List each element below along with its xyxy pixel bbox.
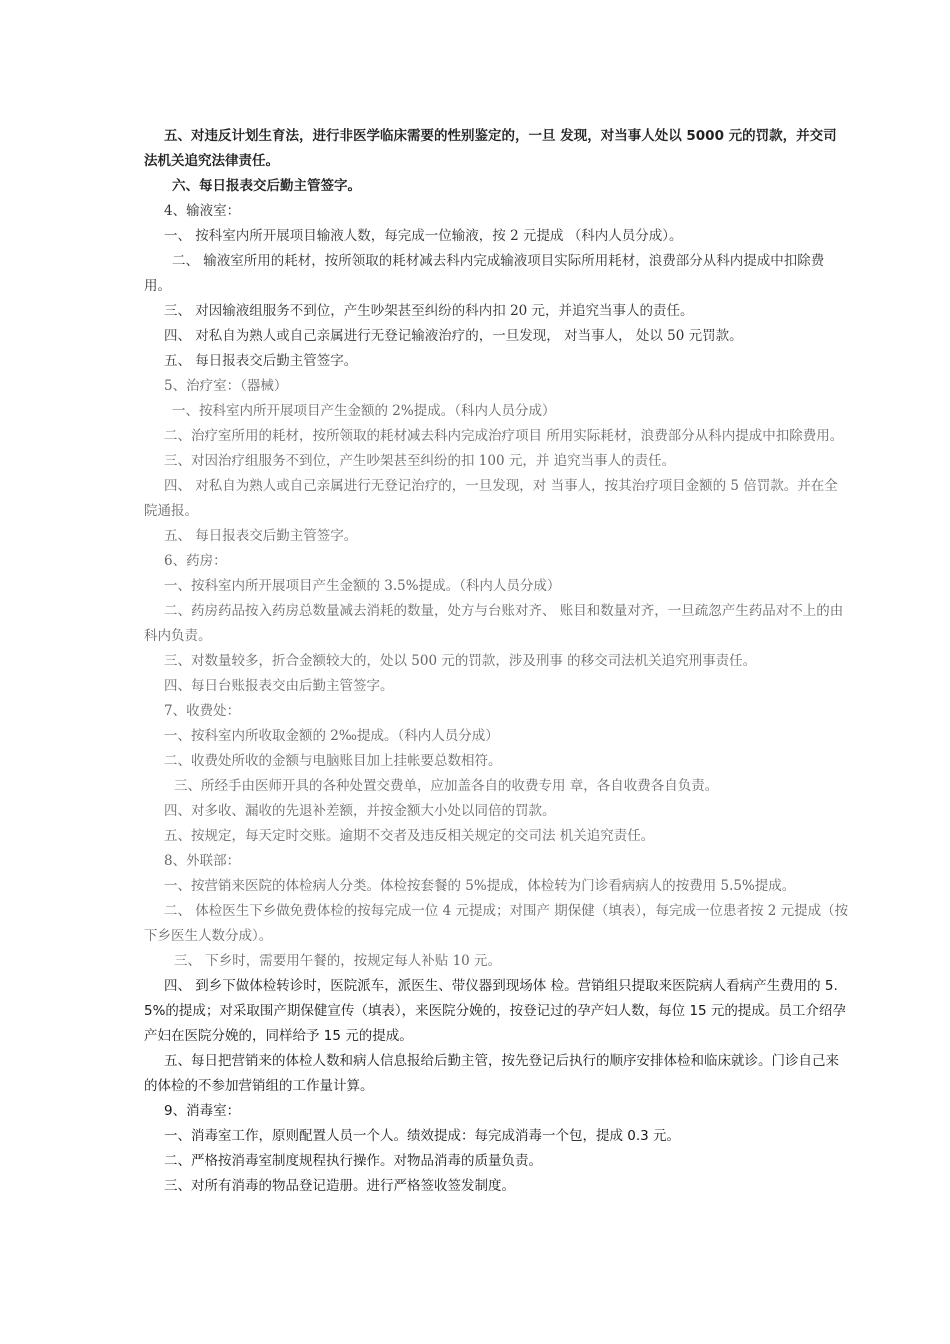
paragraph: 五、 每日报表交后勤主管签字。 (164, 528, 358, 544)
paragraph: 二、 体检医生下乡做免费体检的按每完成一位 4 元提成；对围产 期保健（填表），每完成一位患者按 2 元提成（按下乡医生人数分成）。 (144, 903, 849, 944)
paragraph: 一、按营销来医院的体检病人分类。体检按套餐的 5%提成，体检转为门诊看病病人的按费用 5.5%提成。 (164, 878, 796, 894)
section-heading-outreach: 8、外联部： (164, 853, 241, 869)
paragraph: 三、 对因输液组服务不到位，产生吵架甚至纠纷的科内扣 20 元，并追究当事人的责任。 (164, 303, 694, 319)
section-heading-treatment-room: 5、治疗室：（器械） (164, 378, 288, 394)
paragraph: 一、按科室内所开展项目产生金额的 3.5%提成。（科内人员分成） (164, 578, 561, 594)
paragraph: 五、按规定，每天定时交账。逾期不交者及违反相关规定的交司法 机关追究责任。 (164, 828, 655, 844)
paragraph: 三、对数量较多，折合金额较大的，处以 500 元的罚款，涉及刑事 的移交司法机关追究刑事责任。 (164, 653, 757, 669)
section-heading-pharmacy: 6、药房： (164, 553, 227, 569)
paragraph: 三、对因治疗组服务不到位，产生吵架甚至纠纷的扣 100 元，并 追究当事人的责任。 (164, 453, 676, 469)
paragraph: 四、每日台账报表交由后勤主管签字。 (164, 678, 394, 694)
section-heading-cashier: 7、收费处： (164, 703, 241, 719)
paragraph: 六、每日报表交后勤主管签字。 (172, 178, 361, 194)
paragraph: 五、每日把营销来的体检人数和病人信息报给后勤主管，按先登记后执行的顺序安排体检和临床就诊。门诊自己来的体检的不参加营销组的工作量计算。 (144, 1053, 839, 1094)
paragraph: 一、按科室内所开展项目产生金额的 2%提成。（科内人员分成） (172, 403, 556, 419)
document-body (144, 124, 850, 1199)
section-heading-disinfection-room: 9、消毒室： (164, 1103, 241, 1119)
paragraph: 二、严格按消毒室制度规程执行操作。对物品消毒的质量负责。 (164, 1153, 542, 1169)
paragraph: 一、按科室内所收取金额的 2‰提成。（科内人员分成） (164, 728, 499, 744)
paragraph: 三、 下乡时，需要用午餐的，按规定每人补贴 10 元。 (174, 953, 502, 969)
paragraph: 三、对所有消毒的物品登记造册。进行严格签收签发制度。 (164, 1178, 515, 1194)
paragraph: 四、 对私自为熟人或自己亲属进行无登记治疗的，一旦发现，对 当事人，按其治疗项目金额的 5 倍罚款。并在全院通报。 (144, 478, 838, 519)
paragraph: 五、 每日报表交后勤主管签字。 (164, 353, 358, 369)
paragraph: 二、药房药品按入药房总数量减去消耗的数量，处方与台账对齐、 账目和数量对齐，一旦疏忽产生药品对不上的由科内负责。 (144, 603, 844, 644)
paragraph: 四、对多收、漏收的先退补差额，并按金额大小处以同倍的罚款。 (164, 803, 556, 819)
paragraph: 二、 输液室所用的耗材，按所领取的耗材减去科内完成输液项目实际所用耗材，浪费部分从科内提成中扣除费用。 (144, 253, 825, 294)
paragraph: 一、消毒室工作，原则配置人员一个人。绩效提成：每完成消毒一个包，提成 0.3 元。 (164, 1128, 681, 1144)
paragraph: 五、对违反计划生育法，进行非医学临床需要的性别鉴定的，一旦 发现，对当事人处以 5000 元的罚款，并交司法机关追究法律责任。 (144, 128, 837, 169)
paragraph: 四、 对私自为熟人或自己亲属进行无登记输液治疗的，一旦发现， 对当事人， 处以 50 元罚款。 (164, 328, 743, 344)
paragraph: 二、治疗室所用的耗材，按所领取的耗材减去科内完成治疗项目 所用实际耗材，浪费部分从科内提成中扣除费用。 (164, 428, 844, 444)
paragraph: 一、 按科室内所开展项目输液人数，每完成一位输液，按 2 元提成 （科内人员分成）。 (164, 228, 683, 244)
paragraph: 二、收费处所收的金额与电脑账目加上挂帐要总数相符。 (164, 753, 502, 769)
section-heading-infusion-room: 4、输液室： (164, 203, 241, 219)
paragraph: 三、所经手由医师开具的各种处置交费单，应加盖各自的收费专用 章，各自收费各自负责。 (174, 778, 719, 794)
paragraph: 四、 到乡下做体检转诊时，医院派车，派医生、带仪器到现场体 检。营销组只提取来医院病人看病产生费用的 5.5%的提成；对采取围产期保健宣传（填表），来医院分娩的，按登记过的孕产妇人数，每位 15 元的提成。员工介绍孕产妇在医院分娩的，同样给予 15 元的提成。 (144, 978, 846, 1044)
